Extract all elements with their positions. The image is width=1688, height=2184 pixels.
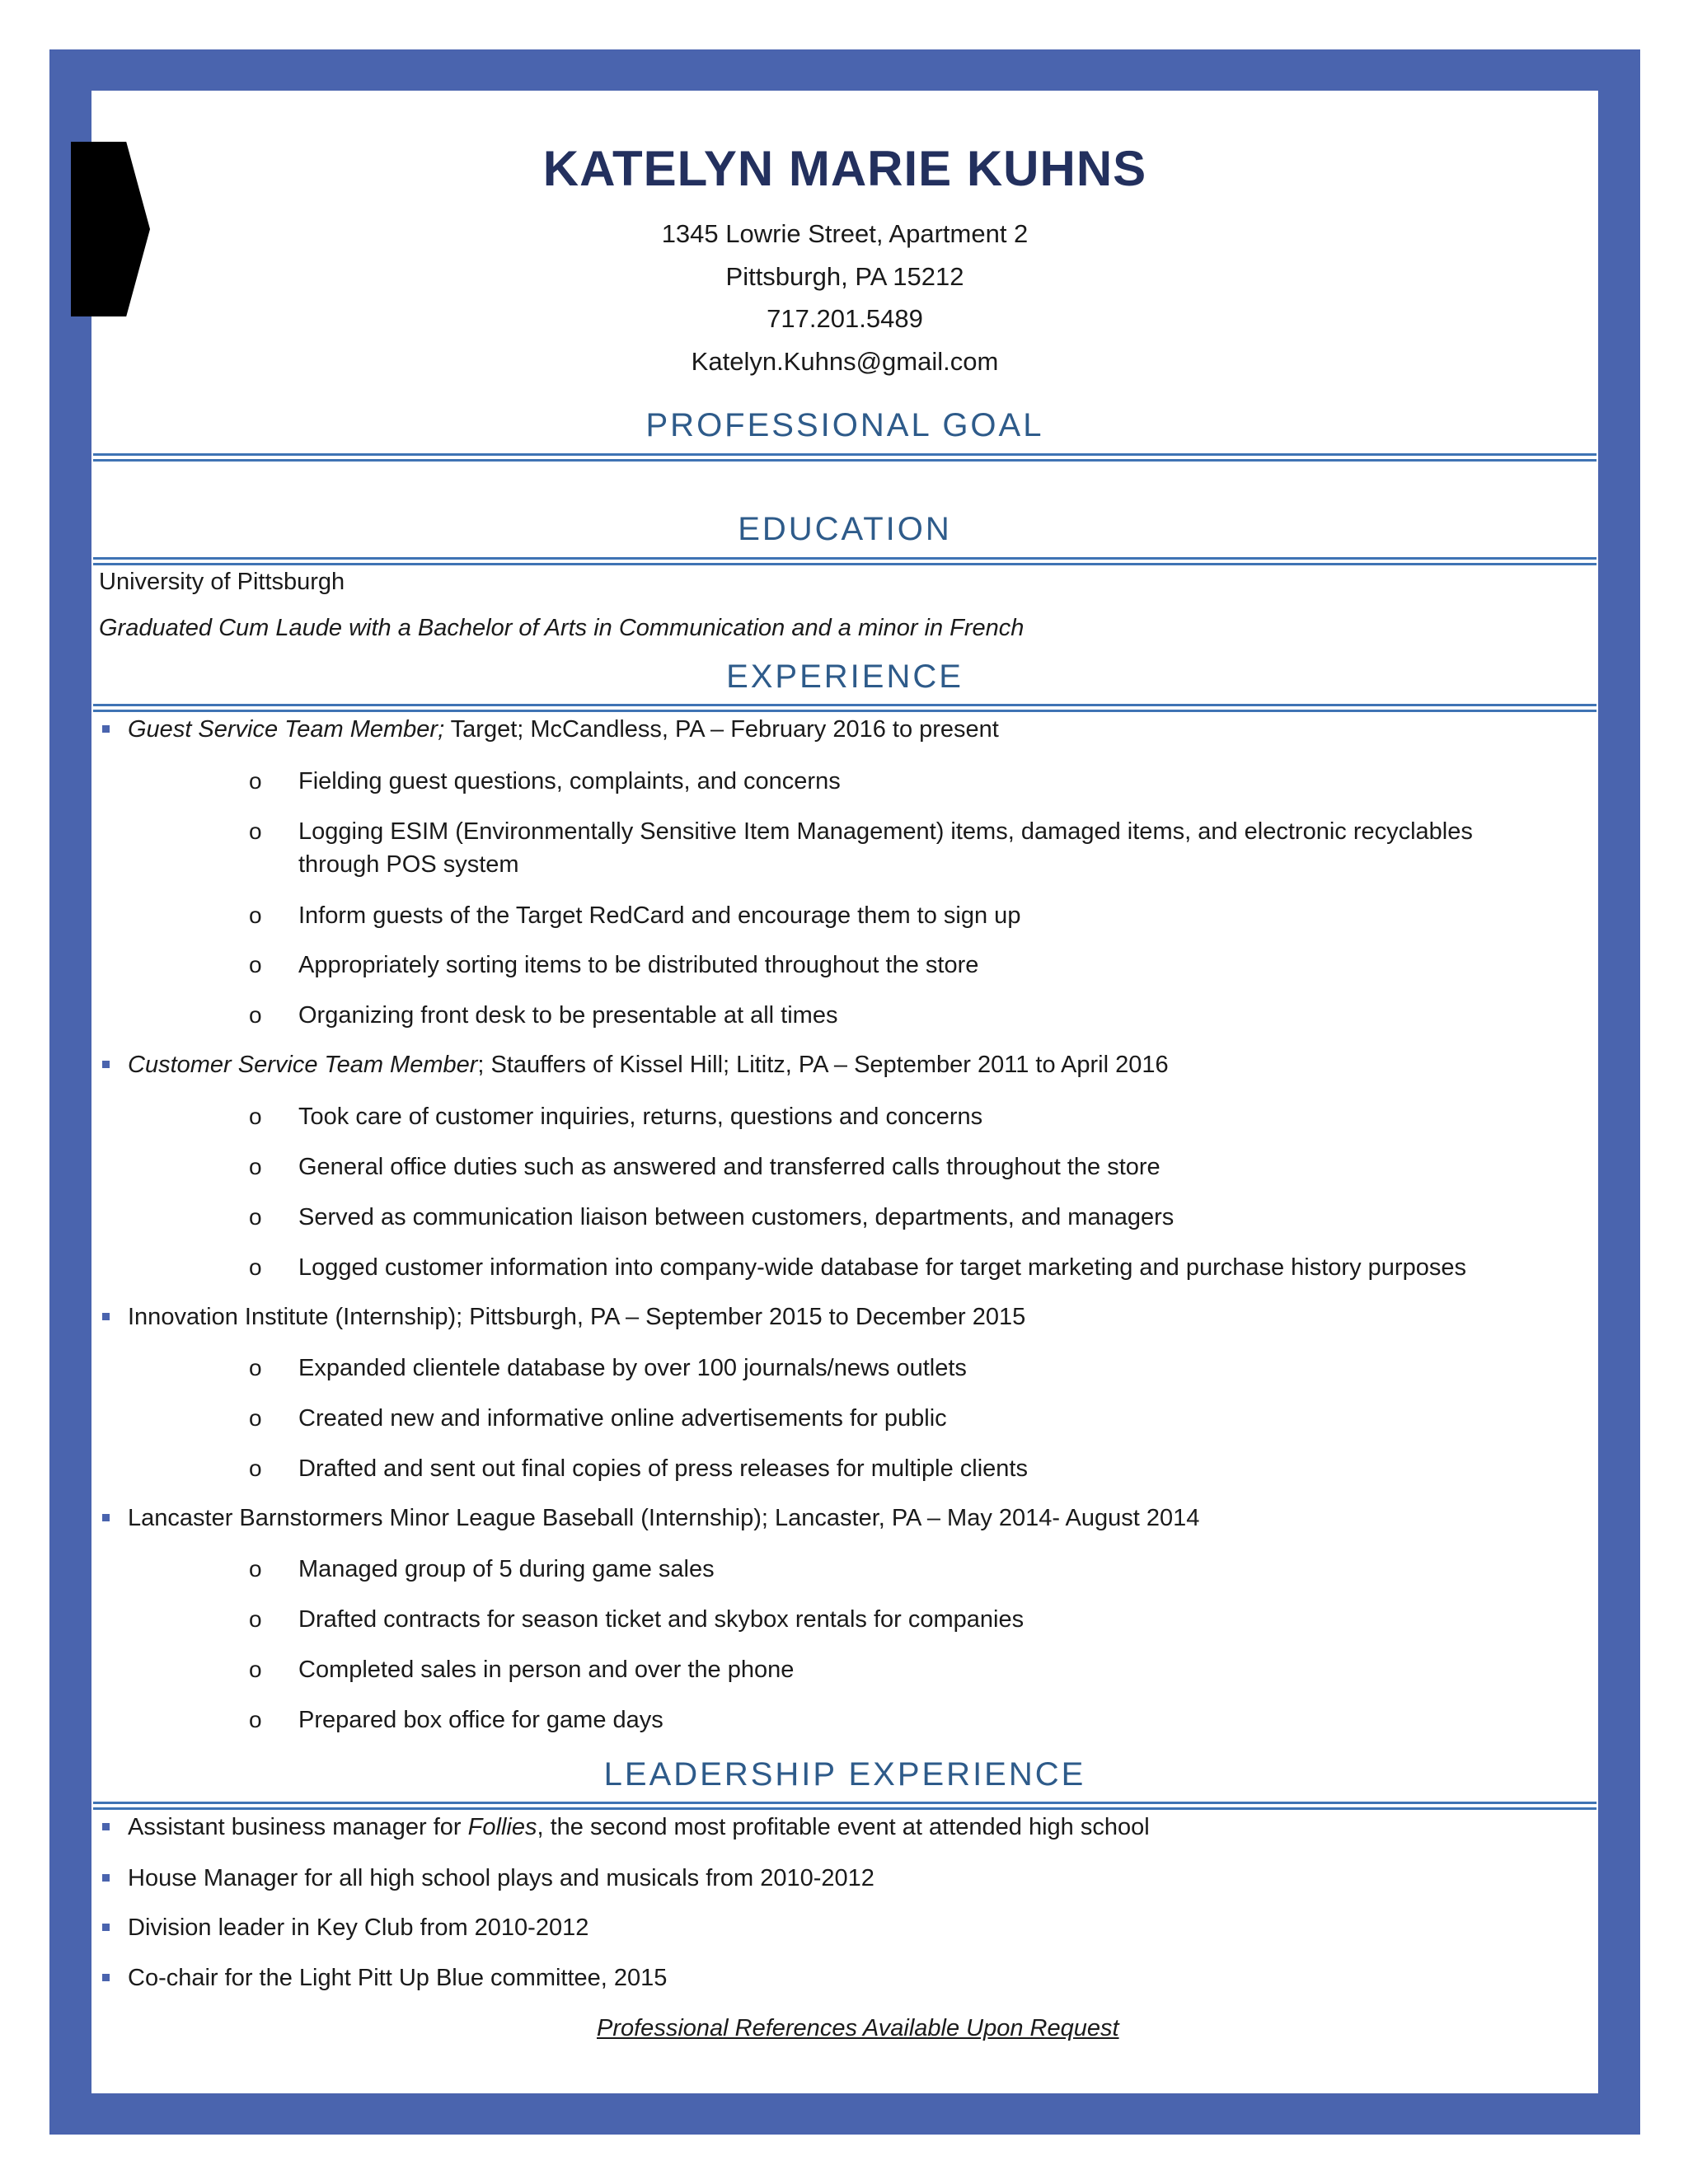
degree-line: Graduated Cum Laude with a Bachelor of Arts in Communication and a minor in French	[99, 615, 1025, 641]
section-rule	[93, 704, 1597, 712]
sub-bullet: o	[249, 818, 262, 844]
bullet-square	[102, 1874, 110, 1882]
sub-bullet: o	[249, 1002, 262, 1028]
duty-item: Drafted and sent out final copies of press releases for multiple clients	[298, 1455, 1028, 1482]
section-title-leadership: LEADERSHIP EXPERIENCE	[603, 1756, 1086, 1793]
sub-bullet: o	[249, 1707, 262, 1732]
duty-item-continued: through POS system	[298, 851, 519, 878]
bullet-square	[102, 1924, 110, 1931]
sub-bullet: o	[249, 1355, 262, 1380]
job-heading	[128, 1304, 1025, 1331]
references-note: Professional References Available Upon Request	[597, 2015, 1119, 2041]
job-heading	[128, 716, 999, 743]
job-title: Guest Service Team Member;	[128, 716, 445, 743]
email-address: Katelyn.Kuhns@gmail.com	[691, 347, 999, 376]
duty-item: Drafted contracts for season ticket and skybox rentals for companies	[298, 1606, 1025, 1633]
duty-item: Managed group of 5 during game sales	[298, 1556, 715, 1582]
leadership-text: , the second most profitable event at attended high school	[537, 1814, 1150, 1840]
duty-item: Fielding guest questions, complaints, and concerns	[298, 768, 841, 794]
sub-bullet: o	[249, 1657, 262, 1682]
sub-bullet: o	[249, 1405, 262, 1431]
section-title-education: EDUCATION	[738, 511, 952, 547]
section-rule	[93, 1802, 1597, 1810]
sub-bullet: o	[249, 952, 262, 977]
sub-bullet: o	[249, 1556, 262, 1582]
job-title: Customer Service Team Member	[128, 1052, 478, 1078]
sub-bullet: o	[249, 768, 262, 794]
address-line-2: Pittsburgh, PA 15212	[725, 262, 964, 291]
leadership-item: Division leader in Key Club from 2010-2012	[128, 1915, 589, 1941]
sub-bullet: o	[249, 1204, 262, 1230]
sub-bullet: o	[249, 1154, 262, 1179]
job-details: ; Stauffers of Kissel Hill; Lititz, PA – September 2011 to April 2016	[477, 1052, 1169, 1078]
job-details: Innovation Institute (Internship); Pittsburgh, PA – September 2015 to December 2015	[128, 1304, 1026, 1330]
section-title-professional-goal: PROFESSIONAL GOAL	[645, 407, 1044, 443]
sub-bullet: o	[249, 1254, 262, 1280]
leadership-event-name: Follies	[467, 1814, 537, 1840]
phone-number: 717.201.5489	[767, 304, 923, 333]
bullet-square	[102, 1514, 110, 1521]
duty-item: Appropriately sorting items to be distributed throughout the store	[298, 952, 979, 978]
duty-item: Created new and informative online advertisements for public	[298, 1405, 947, 1432]
school-name: University of Pittsburgh	[99, 569, 345, 595]
duty-item: Logged customer information into company-wide database for target marketing and purchase history purposes	[298, 1254, 1466, 1281]
duty-item: Served as communication liaison between customers, departments, and managers	[298, 1204, 1175, 1230]
address-line-1: 1345 Lowrie Street, Apartment 2	[661, 219, 1029, 248]
duty-item: Organizing front desk to be presentable at all times	[298, 1002, 838, 1029]
sub-bullet: o	[249, 1104, 262, 1129]
duty-item: Prepared box office for game days	[298, 1707, 663, 1733]
duty-item: Expanded clientele database by over 100 journals/news outlets	[298, 1355, 967, 1381]
job-details: Target; McCandless, PA – February 2016 to present	[444, 716, 999, 743]
duty-item: General office duties such as answered and transferred calls throughout the store	[298, 1154, 1160, 1180]
sub-bullet: o	[249, 902, 262, 928]
sub-bullet: o	[249, 1455, 262, 1481]
section-title-experience: EXPERIENCE	[726, 658, 964, 695]
job-details: Lancaster Barnstormers Minor League Baseball (Internship); Lancaster, PA – May 2014- August 2014	[128, 1505, 1200, 1531]
duty-item: Took care of customer inquiries, returns, questions and concerns	[298, 1104, 983, 1130]
section-rule	[93, 453, 1597, 462]
leadership-text: Assistant business manager for	[128, 1814, 468, 1840]
bullet-square	[102, 1974, 110, 1981]
bullet-square	[102, 1061, 110, 1068]
leadership-item: House Manager for all high school plays and musicals from 2010-2012	[128, 1865, 874, 1891]
candidate-name: KATELYN MARIE KUHNS	[542, 141, 1147, 196]
bullet-square	[102, 725, 110, 733]
duty-item: Inform guests of the Target RedCard and encourage them to sign up	[298, 902, 1021, 929]
job-heading	[128, 1505, 1199, 1532]
duty-item: Logging ESIM (Environmentally Sensitive Item Management) items, damaged items, and electronic recyclables	[298, 818, 1473, 845]
leadership-item	[128, 1814, 1150, 1841]
bullet-square	[102, 1823, 110, 1830]
section-rule	[93, 557, 1597, 565]
job-heading	[128, 1052, 1169, 1079]
sub-bullet: o	[249, 1606, 262, 1632]
bullet-square	[102, 1313, 110, 1320]
leadership-item: Co-chair for the Light Pitt Up Blue committee, 2015	[128, 1965, 668, 1991]
duty-item: Completed sales in person and over the phone	[298, 1657, 795, 1683]
